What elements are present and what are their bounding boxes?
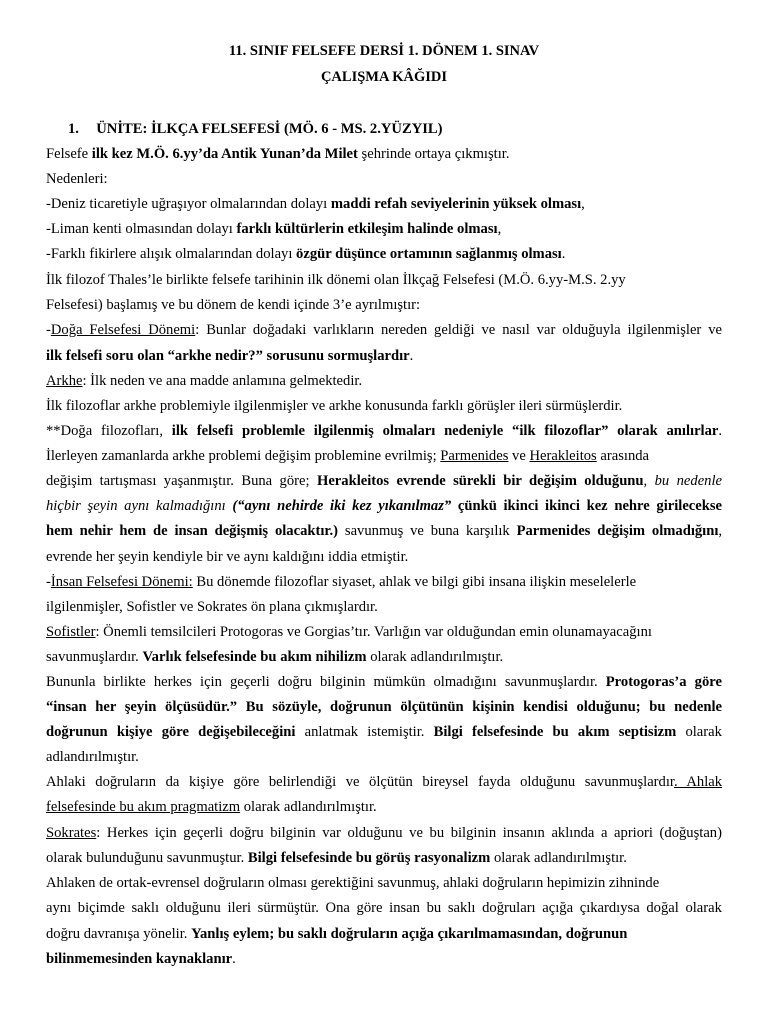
text-run: , (581, 196, 585, 212)
text-run (451, 498, 458, 514)
text-run: anlatmak istemiştir. (295, 724, 434, 740)
text-line (46, 271, 626, 289)
text-line (46, 220, 501, 238)
text-run: olarak bulunduğunu savunmuştur. (46, 850, 248, 866)
text-line (46, 623, 652, 641)
text-run: : Herkes için geçerli doğru bilginin var olduğunu ve bu bilginin insanın aklında a apriori (doğuştan) (96, 825, 722, 841)
text-line (46, 899, 722, 917)
text-line (46, 673, 722, 691)
text-run: Herakleitos evrende sürekli bir değişim olduğunu (316, 473, 644, 489)
text-run: -Liman kenti olmasından dolayı (46, 221, 237, 237)
text-run: Parmenides değişim olmadığını (516, 523, 719, 539)
text-run: . Ahlak (673, 774, 723, 790)
text-run: olarak adlandırılmıştır. (490, 850, 627, 866)
text-run: olarak adlandırılmıştır. (240, 799, 377, 815)
text-run: savunmuş ve buna karşılık (338, 523, 517, 539)
section-number: 1. (68, 121, 79, 137)
text-run: Ahlaken de ortak-evrensel doğruların olması gerektiğini savunmuş, ahlaki doğruların hepimizin zihninde (46, 875, 660, 891)
text-run: Bilgi felsefesinde bu akım septisizm (433, 724, 677, 740)
text-run: hem nehir hem de insan değişmiş olacaktır.) (46, 523, 339, 539)
text-line (46, 372, 362, 390)
text-run: ilgilenmişler, Sofistler ve Sokrates ön plana çıkmışlardır. (46, 599, 378, 615)
text-run: . (718, 423, 723, 439)
text-run: Herakleitos (529, 448, 597, 464)
text-run: ilk kez M.Ö. 6.yy’da Antik Yunan’da Milet (91, 146, 358, 162)
text-run: -Farklı fikirlere alışık olmalarından dolayı (46, 246, 297, 262)
text-line (46, 296, 420, 314)
text-run: doğrunun kişiye göre değişebileceğini (46, 724, 296, 740)
text-run: Felsefesi) başlamış ve bu dönem de kendi içinde 3’e ayrılmıştır: (46, 297, 421, 313)
text-run: farklı kültürlerin etkileşim halinde olması (236, 221, 498, 237)
text-line (46, 950, 236, 968)
text-run: adlandırılmıştır. (46, 749, 139, 765)
text-line (46, 472, 722, 490)
text-run: maddi refah seviyelerinin yüksek olması (330, 196, 582, 212)
text-line (46, 397, 622, 415)
text-run: çünkü ikinci ikinci kez nehre girilecekse (457, 498, 723, 514)
text-line (46, 798, 377, 816)
text-run: . (232, 951, 236, 967)
text-run: bilinmemesinden kaynaklanır (46, 951, 233, 967)
text-line (46, 598, 378, 616)
text-run: İlerleyen zamanlarda arkhe problemi değişim problemine evrilmiş; (46, 448, 441, 464)
text-run: Parmenides (440, 448, 509, 464)
text-run: Sokrates (46, 825, 97, 841)
section-heading (68, 120, 443, 138)
text-run: Nedenleri: (46, 171, 108, 187)
text-line (46, 925, 627, 943)
text-line (46, 145, 509, 163)
text-line (46, 849, 627, 867)
text-run: ilk felsefi problemle ilgilenmiş olmaları nedeniyle “ilk filozoflar” olarak anılırlar (171, 423, 719, 439)
text-line (46, 698, 722, 716)
text-run: savunmuşlardır. (46, 649, 143, 665)
text-run: bu nedenle (654, 473, 723, 489)
text-run: arasında (596, 448, 650, 464)
text-run: **Doğa filozofları, (46, 423, 172, 439)
text-run: olarak (676, 724, 722, 740)
text-line (46, 245, 565, 263)
text-line (46, 170, 108, 188)
text-run: : Bunlar doğadaki varlıkların nereden geldiği ve nasıl var olduğuyla ilgilenmişler ve (195, 322, 722, 338)
section-heading-text: ÜNİTE: İLKÇA FELSEFESİ (MÖ. 6 - MS. 2.YÜZYIL) (96, 121, 443, 137)
text-run: , (643, 473, 655, 489)
text-run: (“aynı nehirde iki kez yıkanılmaz” (232, 498, 452, 514)
doc-subtitle: ÇALIŞMA KÂĞIDI (320, 69, 448, 85)
text-run: değişim tartışması yaşanmıştır. Buna göre; (46, 473, 317, 489)
text-line (46, 548, 408, 566)
text-run: Yanlış eylem; bu saklı doğruların açığa çıkarılmamasından, doğrunun (191, 926, 628, 942)
text-run: özgür düşünce ortamının sağlanmış olması (296, 246, 562, 262)
text-line (46, 773, 722, 791)
text-run: , (497, 221, 502, 237)
text-run: Sofistler (46, 624, 96, 640)
text-run: olarak adlandırılmıştır. (366, 649, 504, 665)
doc-title: 11. SINIF FELSEFE DERSİ 1. DÖNEM 1. SINAV (228, 43, 540, 59)
text-line (46, 422, 722, 440)
text-run: . (409, 348, 414, 364)
text-run: İlk filozoflar arkhe problemiyle ilgilenmişler ve arkhe konusunda farklı görüşler ileri sürmüşlerdir. (46, 398, 623, 414)
text-line (46, 347, 413, 365)
text-run: aynı biçimde saklı olduğunu ileri sürmüştür. Ona göre insan bu saklı doğruları açığa çıkardıysa doğal olarak (46, 900, 722, 916)
text-run: - (46, 574, 51, 590)
text-run: . (561, 246, 566, 262)
text-line (46, 522, 722, 540)
text-line (46, 195, 585, 213)
text-run: İlk filozof Thales’le birlikte felsefe tarihinin ilk dönemi olan İlkçağ Felsefesi (M.Ö. 6.yy-M.S. 2.yy (46, 272, 626, 288)
text-run: Bununla birlikte herkes için geçerli doğru bilginin mümkün olmadığını savunmuşlardır. (46, 674, 606, 690)
text-run: ilk felsefi soru olan “arkhe nedir?” sorusunu sormuşlardır (46, 348, 410, 364)
text-run: : İlk neden ve ana madde anlamına gelmektedir. (82, 373, 363, 389)
text-line (46, 824, 722, 842)
text-run: “insan her şeyin ölçüsüdür.” Bu sözüyle, doğrunun ölçütünün kişinin kendisi olduğunu; bu nedenle (46, 699, 722, 715)
text-run: şehrinde ortaya çıkmıştır. (357, 146, 510, 162)
text-line (46, 874, 659, 892)
text-run: Bilgi felsefesinde bu görüş rasyonalizm (247, 850, 491, 866)
text-run: hiçbir şeyin aynı kalmadığını (46, 498, 226, 514)
text-line (46, 723, 722, 741)
text-run: Arkhe (46, 373, 83, 389)
text-run: İnsan Felsefesi Dönemi: (50, 574, 193, 590)
text-run: doğru davranışa yönelir. (46, 926, 192, 942)
text-run: -Deniz ticaretiyle uğraşıyor olmalarından dolayı (46, 196, 331, 212)
text-run: Protogoras’a göre (605, 674, 722, 690)
text-line (46, 447, 649, 465)
text-run: Varlık felsefesinde bu akım nihilizm (142, 649, 367, 665)
text-line (46, 321, 722, 339)
text-run: : Önemli temsilcileri Protogoras ve Gorgias’tır. Varlığın var olduğundan emin olunamayacağını (95, 624, 652, 640)
text-run: felsefesinde bu akım pragmatizm (46, 799, 241, 815)
text-run: Bu dönemde filozoflar siyaset, ahlak ve bilgi gibi insana ilişkin meselelerle (192, 574, 637, 590)
text-run: evrende her şeyin kendiyle bir ve aynı kaldığını iddia etmiştir. (46, 549, 409, 565)
text-line (46, 497, 722, 515)
text-run: Felsefe (46, 146, 92, 162)
text-run: ve (508, 448, 530, 464)
text-run: - (46, 322, 51, 338)
text-run: Doğa Felsefesi Dönemi (50, 322, 196, 338)
text-line (46, 573, 636, 591)
text-line (46, 648, 503, 666)
text-run: Ahlaki doğruların da kişiye göre belirlendiği ve ölçütün bireysel fayda olduğunu savunmuşlardır (46, 774, 674, 790)
text-run: , (718, 523, 723, 539)
text-line (46, 748, 139, 766)
